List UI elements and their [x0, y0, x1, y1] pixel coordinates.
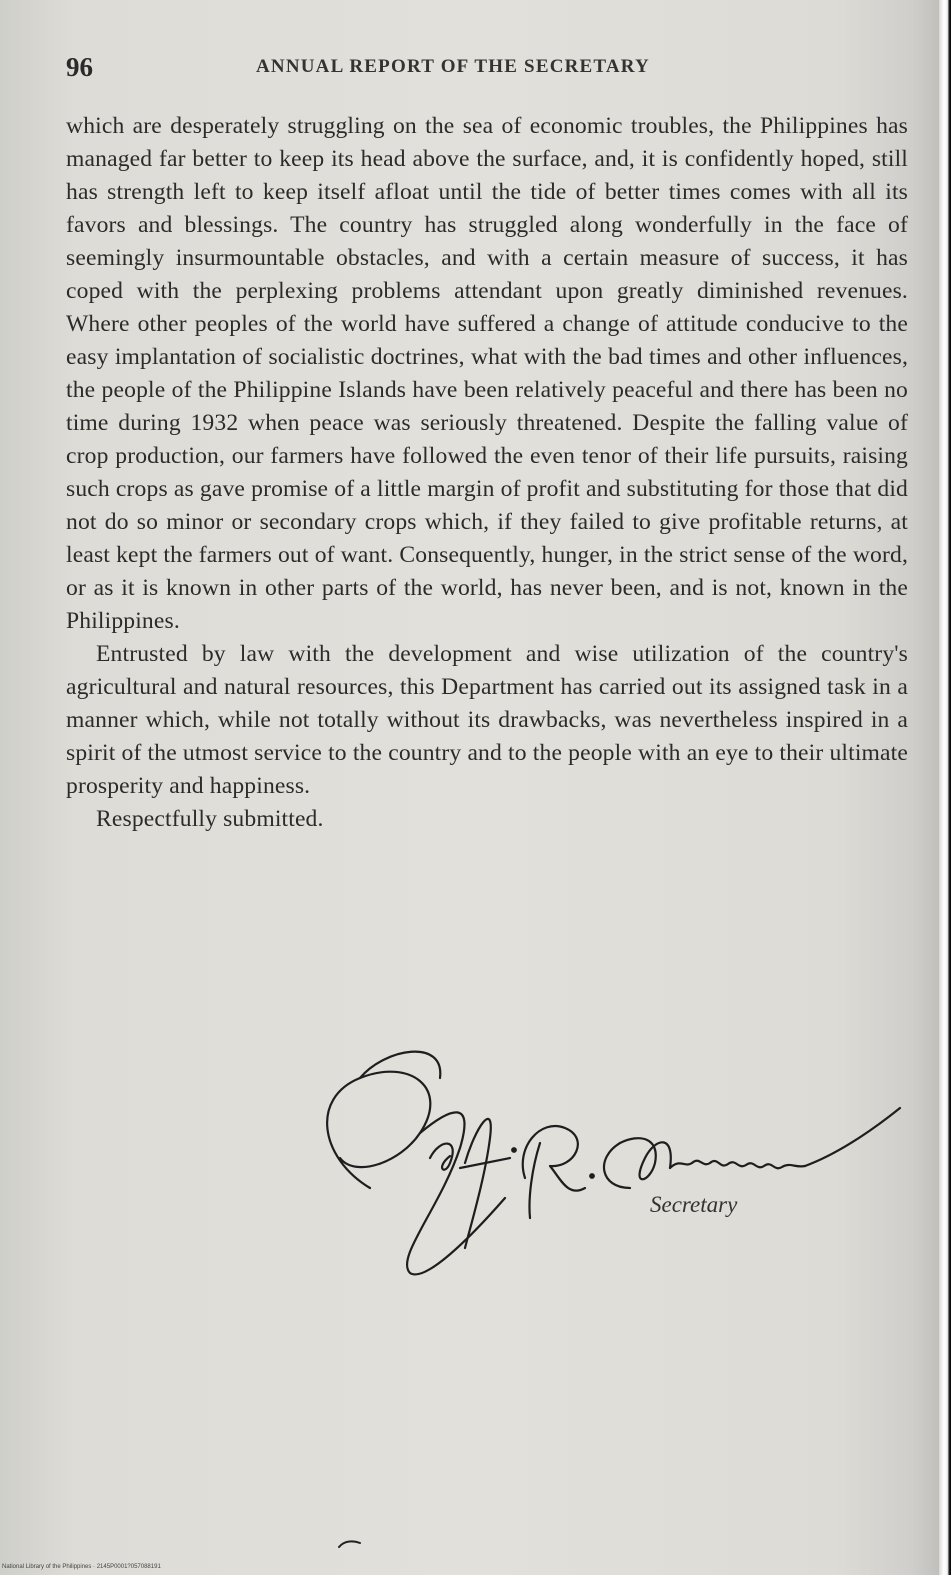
handwritten-signature [300, 1038, 910, 1278]
paragraph-2: Entrusted by law with the development and wise utilization of the country's agricultural and natural resources, this Department has carried out its assigned task in a manner which, while not totally without its drawbacks, was nevertheless inspired in a spirit of the utmost service to the country and to the people with an eye to their ultimate prosperity and happiness. [66, 641, 908, 799]
page-number: 96 [66, 52, 93, 82]
paragraph-1: which are desperately struggling on the sea of economic troubles, the Philippines has managed far better to keep its head above the surface, and, it is confidently hoped, still has strength left to keep itself afloat until the tide of better times comes with all its favors and blessings. The country has struggled along wonderfully in the face of seemingly insurmountable obstacles, and with a certain measure of success, it has coped with the perplexing problems attendant upon greatly diminished revenues. Where other peoples of the world have suffered a change of attitude conducive to the easy implantation of socialistic doctrines, what with the bad times and other influences, the people of the Philippine Islands have been relatively peaceful and there has been no time during 1932 when peace was seriously threatened. Despite the falling value of crop production, our farmers have followed the even tenor of their life pursuits, raising such crops as gave promise of a little margin of profit and substituting for those that did not do so minor or secondary crops which, if they failed to give profitable returns, at least kept the farmers out of want. Consequently, hunger, in the strict sense of the word, or as it is known in other parts of the world, has never been, and is not, known in the Philippines. [66, 113, 908, 634]
closing-line: Respectfully submitted. [96, 806, 324, 832]
page-edge-shadow [939, 0, 951, 1575]
stray-mark [338, 1538, 362, 1550]
signature-title: Secretary [650, 1192, 738, 1217]
running-head: ANNUAL REPORT OF THE SECRETARY [256, 56, 650, 77]
body-text [66, 110, 908, 836]
scan-credit: National Library of the Philippines · 2145P0001?057088191 [2, 1564, 161, 1570]
